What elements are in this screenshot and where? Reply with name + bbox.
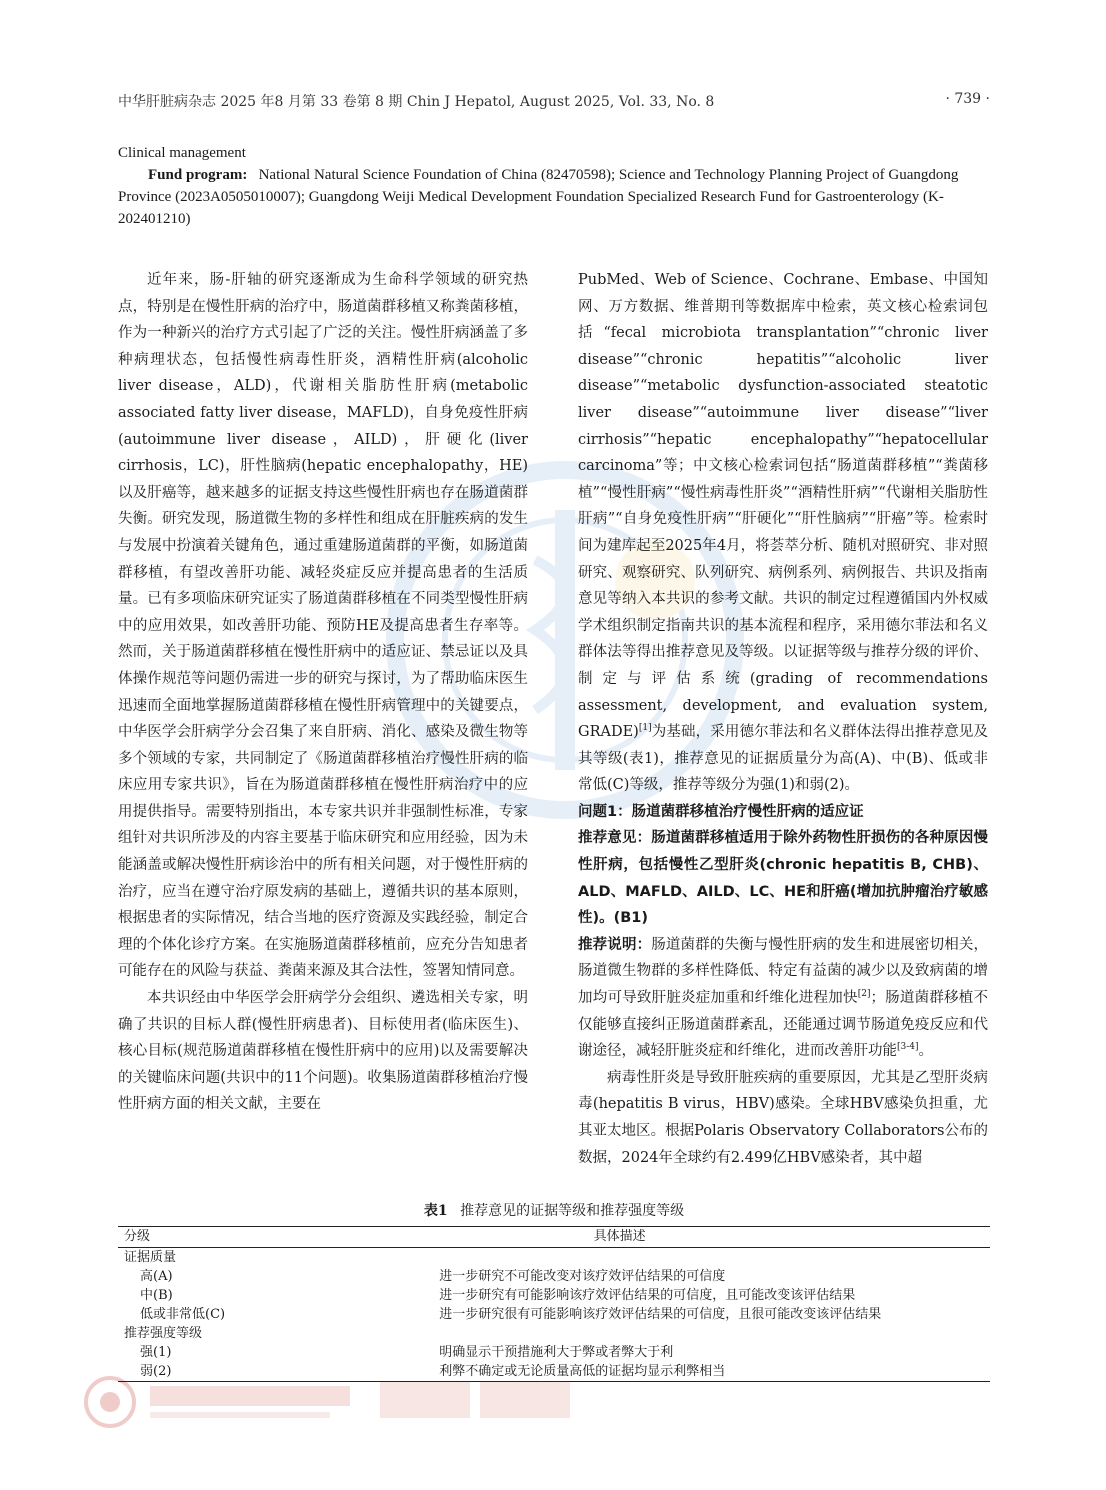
recommendation-note-label: 推荐说明： <box>578 936 652 953</box>
page-number: · 739 · <box>945 91 990 107</box>
citation-ref: [1] <box>638 723 652 734</box>
citation-ref: [2] <box>857 989 871 1000</box>
desc-cell: 明确显示干预措施利大于弊或者弊大于利 <box>439 1345 674 1360</box>
fund-program-text: National Natural Science Foundation of China (82470598); Science and Technology Planning Project of Guangdong Province (2023A0505010007); Guangdong Weiji Medical Development Foundation Specialized Research Fund for Gastroenterology (K-202401210) <box>118 167 959 227</box>
level-cell: 弱(2) <box>140 1364 172 1379</box>
desc-cell: 进一步研究有可能影响该疗效评估结果的可信度，且可能改变该评估结果 <box>439 1288 856 1303</box>
desc-cell <box>249 1324 990 1343</box>
table-row <box>118 1362 990 1382</box>
table-header-row <box>118 1227 990 1248</box>
running-header <box>118 91 990 111</box>
table-title: 推荐意见的证据等级和推荐强度等级 <box>460 1203 685 1219</box>
front-matter <box>118 142 990 230</box>
level-cell: 推荐强度等级 <box>124 1326 203 1341</box>
desc-cell: 进一步研究不可能改变对该疗效评估结果的可信度 <box>439 1269 726 1284</box>
fund-program-label: Fund program: <box>148 167 248 183</box>
header-level: 分级 <box>124 1229 151 1244</box>
table-row <box>118 1324 990 1343</box>
left-column <box>118 267 528 1118</box>
table-row <box>118 1286 990 1305</box>
question-1-heading: 问题1：肠道菌群移植治疗慢性肝病的适应证 <box>578 803 864 820</box>
desc-cell <box>249 1248 990 1268</box>
clinical-management-label: Clinical management <box>118 145 246 161</box>
level-cell: 强(1) <box>140 1345 172 1360</box>
table-caption <box>118 1200 990 1220</box>
table-1 <box>118 1200 990 1382</box>
right-column <box>578 267 988 1171</box>
methods-paragraph-continued: PubMed、Web of Science、Cochrane、Embase、中国知网、万方数据、维普期刊等数据库中检索，英文核心检索词包括“fecal microbiota transplantation”“chronic liver disease”“chronic hepatitis”“alcoholic liver disease”“metabolic dysfunction-associated steatotic liver disease”“autoimmune liver disease”“liver cirrhosis”“hepatic encephalopathy”“hepatocellular carcinoma”等；中文核心检索词包括“肠道菌群移植”“粪菌移植”“慢性肝病”“慢性病毒性肝炎”“酒精性肝病”“代谢相关脂肪性肝病”“自身免疫性肝病”“肝硬化”“肝性脑病”“肝癌”等。检索时间为建库起至2025年4月，将荟萃分析、随机对照研究、非对照研究、观察研究、队列研究、病例系列、病例报告、共识及指南意见等纳入本共识的参考文献。共识的制定过程遵循国内外权威学术组织制定指南共识的基本流程和程序，采用德尔菲法和名义群体法等得出推荐意见及等级。以证据等级与推荐分级的评价、制定与评估系统(grading of recommendations assessment, development, and evaluation system, GRADE)[1]为基础，采用德尔菲法和名义群体法得出推荐意见及其等级(表1)，推荐意见的证据质量分为高(A)、中(B)、低或非常低(C)等级，推荐等级分为强(1)和弱(2)。 <box>578 272 988 794</box>
methods-paragraph: 本共识经由中华医学会肝病学分会组织、遴选相关专家，明确了共识的目标人群(慢性肝病患者)、目标使用者(临床医生)、核心目标(规范肠道菌群移植在慢性肝病中的应用)以及需要解决的关键临床问题(共识中的11个问题)。收集肠道菌群移植治疗慢性肝病方面的相关文献，主要在 <box>118 990 528 1113</box>
desc-cell: 利弊不确定或无论质量高低的证据均显示利弊相当 <box>439 1364 726 1379</box>
table-row <box>118 1248 990 1268</box>
level-cell: 证据质量 <box>124 1250 177 1265</box>
citation-ref: [3-4] <box>897 1042 919 1053</box>
table-row <box>118 1305 990 1324</box>
intro-paragraph: 近年来，肠-肝轴的研究逐渐成为生命科学领域的研究热点，特别是在慢性肝病的治疗中，肠道菌群移植又称粪菌移植，作为一种新兴的治疗方式引起了广泛的关注。慢性肝病涵盖了多种病理状态，包括慢性病毒性肝炎，酒精性肝病(alcoholic liver disease，ALD)，代谢相关脂肪性肝病(metabolic associated fatty liver disease，MAFLD)，自身免疫性肝病(autoimmune liver disease，AILD)，肝硬化(liver cirrhosis，LC)，肝性脑病(hepatic encephalopathy，HE)以及肝癌等，越来越多的证据支持这些慢性肝病也存在肠道菌群失衡。研究发现，肠道微生物的多样性和组成在肝脏疾病的发生与发展中扮演着关键角色，通过重建肠道菌群的平衡，如肠道菌群移植，有望改善肝功能、减轻炎症反应并提高患者的生活质量。已有多项临床研究证实了肠道菌群移植在不同类型慢性肝病中的应用效果，如改善肝功能、预防HE及提高患者生存率等。然而，关于肠道菌群移植在慢性肝病中的适应证、禁忌证以及具体操作规范等问题仍需进一步的研究与探讨，为了帮助临床医生迅速而全面地掌握肠道菌群移植在慢性肝病管理中的关键要点，中华医学会肝病学分会召集了来自肝病、消化、感染及微生物等多个领域的专家，共同制定了《肠道菌群移植治疗慢性肝病的临床应用专家共识》，旨在为肠道菌群移植在慢性肝病治疗中的应用提供指导。需要特别指出，本专家共识并非强制性标准，专家组针对共识所涉及的内容主要基于临床研究和应用经验，因为未能涵盖或解决慢性肝病诊治中的所有相关问题，对于慢性肝病的治疗，应当在遵守治疗原发病的基础上，遵循共识的基本原则，根据患者的实际情况，结合当地的医疗资源及实践经验，制定合理的个体化诊疗方案。在实施肠道菌群移植前，应充分告知患者可能存在的风险与获益、粪菌来源及其合法性，签署知情同意。 <box>118 272 528 980</box>
fund-program <box>118 164 990 230</box>
table-row <box>118 1267 990 1286</box>
desc-cell: 进一步研究很有可能影响该疗效评估结果的可信度，且很可能改变该评估结果 <box>439 1307 882 1322</box>
table-row <box>118 1343 990 1362</box>
journal-citation: 中华肝脏病杂志 2025 年8 月第 33 卷第 8 期 Chin J Hepatol, August 2025, Vol. 33, No. 8 <box>118 94 715 110</box>
recommendation-statement: 推荐意见：肠道菌群移植适用于除外药物性肝损伤的各种原因慢性肝病，包括慢性乙型肝炎(chronic hepatitis B, CHB)、ALD、MAFLD、AILD、LC、HE和肝癌(增加抗肿瘤治疗敏感性)。(B1) <box>578 830 988 927</box>
level-cell: 低或非常低(C) <box>140 1307 226 1322</box>
level-cell: 高(A) <box>140 1269 173 1284</box>
grade-table <box>118 1226 990 1382</box>
header-description: 具体描述 <box>593 1229 646 1244</box>
table-label: 表1 <box>423 1203 448 1219</box>
hbv-paragraph: 病毒性肝炎是导致肝脏疾病的重要原因，尤其是乙型肝炎病毒(hepatitis B virus，HBV)感染。全球HBV感染负担重，尤其亚太地区。根据Polaris Observatory Collaborators公布的数据，2024年全球约有2.499亿HBV感染者，其中超 <box>578 1069 988 1166</box>
recommendation-note: 推荐说明：肠道菌群的失衡与慢性肝病的发生和进展密切相关，肠道微生物群的多样性降低、特定有益菌的减少以及致病菌的增加均可导致肝脏炎症加重和纤维化进程加快[2]；肠道菌群移植不仅能够直接纠正肠道菌群紊乱，还能通过调节肠道免疫反应和代谢途径，减轻肝脏炎症和纤维化，进而改善肝功能[3-4]。 <box>578 936 989 1060</box>
level-cell: 中(B) <box>140 1288 173 1303</box>
